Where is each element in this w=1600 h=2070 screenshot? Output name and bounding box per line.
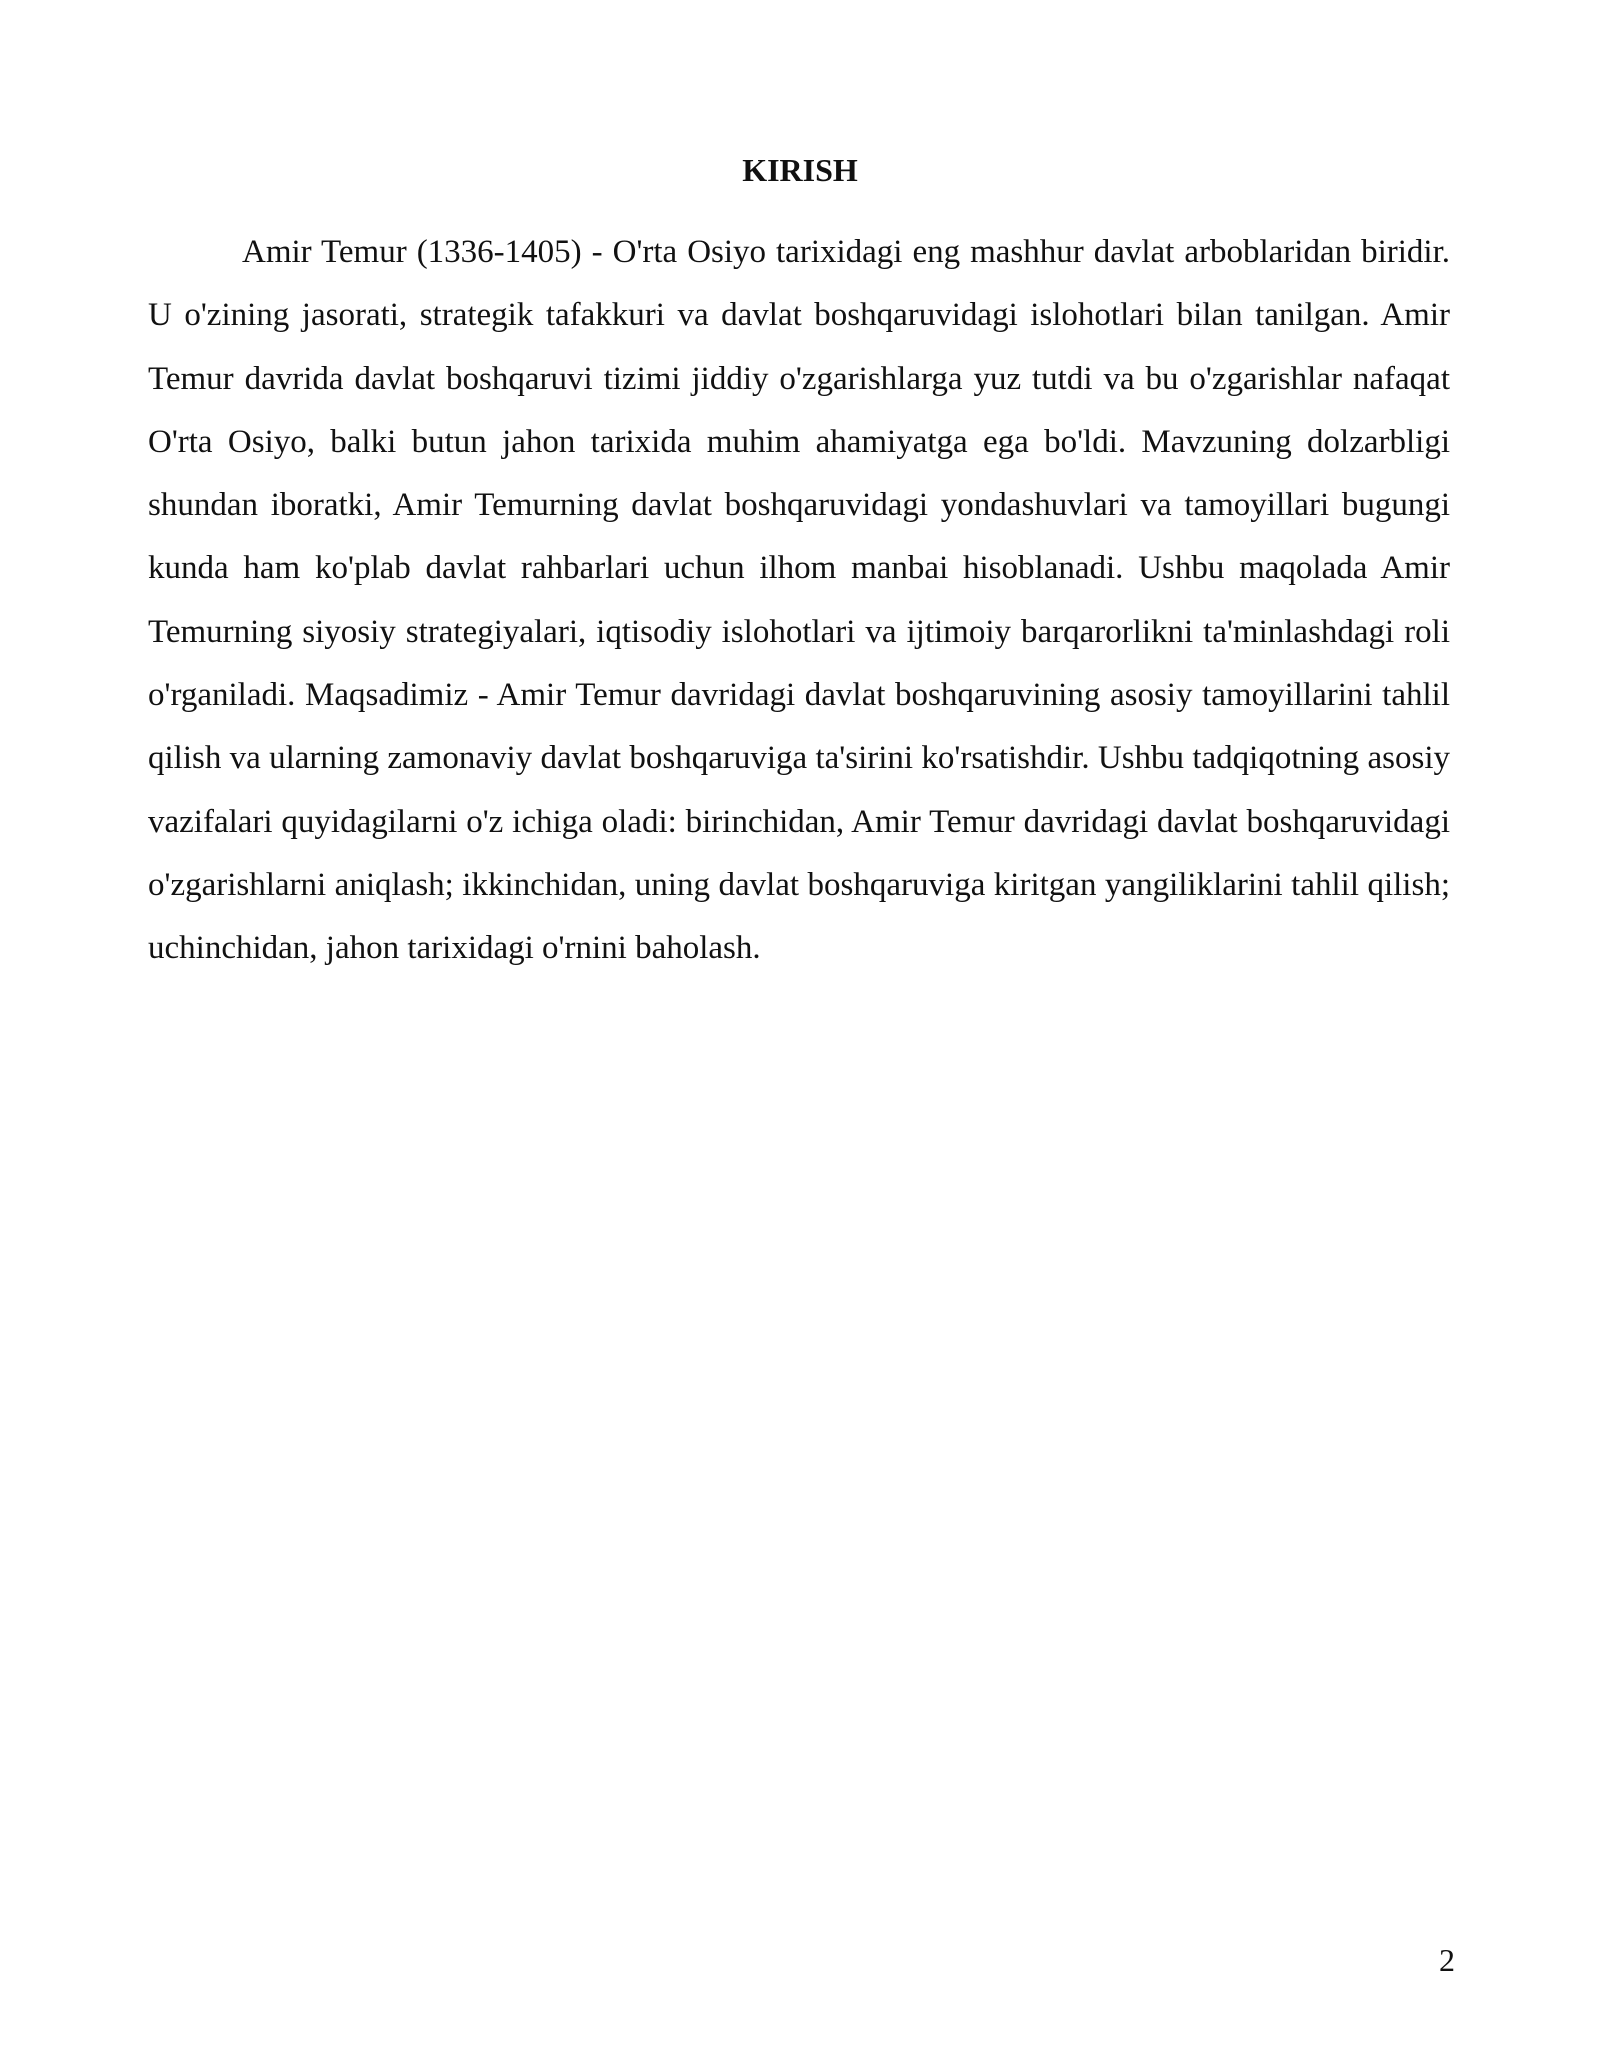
intro-paragraph: Amir Temur (1336-1405) - O'rta Osiyo tarixidagi eng mashhur davlat arboblaridan biridir. U o'zining jasorati, strategik tafakkuri va davlat boshqaruvidagi islohotlari bilan tanilgan. Amir Temur davrida davlat boshqaruvi tizimi jiddiy o'zgarishlarga yuz tutdi va bu o'zgarishlar nafaqat O'rta Osiyo, balki butun jahon tarixida muhim ahamiyatga ega bo'ldi. Mavzuning dolzarbligi shundan iboratki, Amir Temurning davlat boshqaruvidagi yondashuvlari va tamoyillari bugungi kunda ham ko'plab davlat rahbarlari uchun ilhom manbai hisoblanadi. Ushbu maqolada Amir Temurning siyosiy strategiyalari, iqtisodiy islohotlari va ijtimoiy barqarorlikni ta'minlashdagi roli o'rganiladi. Maqsadimiz - Amir Temur davridagi davlat boshqaruvining asosiy tamoyillarini tahlil qilish va ularning zamonaviy davlat boshqaruviga ta'sirini ko'rsatishdir. Ushbu tadqiqotning asosiy vazifalari quyidagilarni o'z ichiga oladi: birinchidan, Amir Temur davridagi davlat boshqaruvidagi o'zgarishlarni aniqlash; ikkinchidan, uning davlat boshqaruviga kiritgan yangiliklarini tahlil qilish; uchinchidan, jahon tarixidagi o'rnini baholash. (148, 234, 1450, 967)
page-number: 2 (1439, 1942, 1455, 1978)
section-heading: KIRISH (742, 152, 858, 188)
